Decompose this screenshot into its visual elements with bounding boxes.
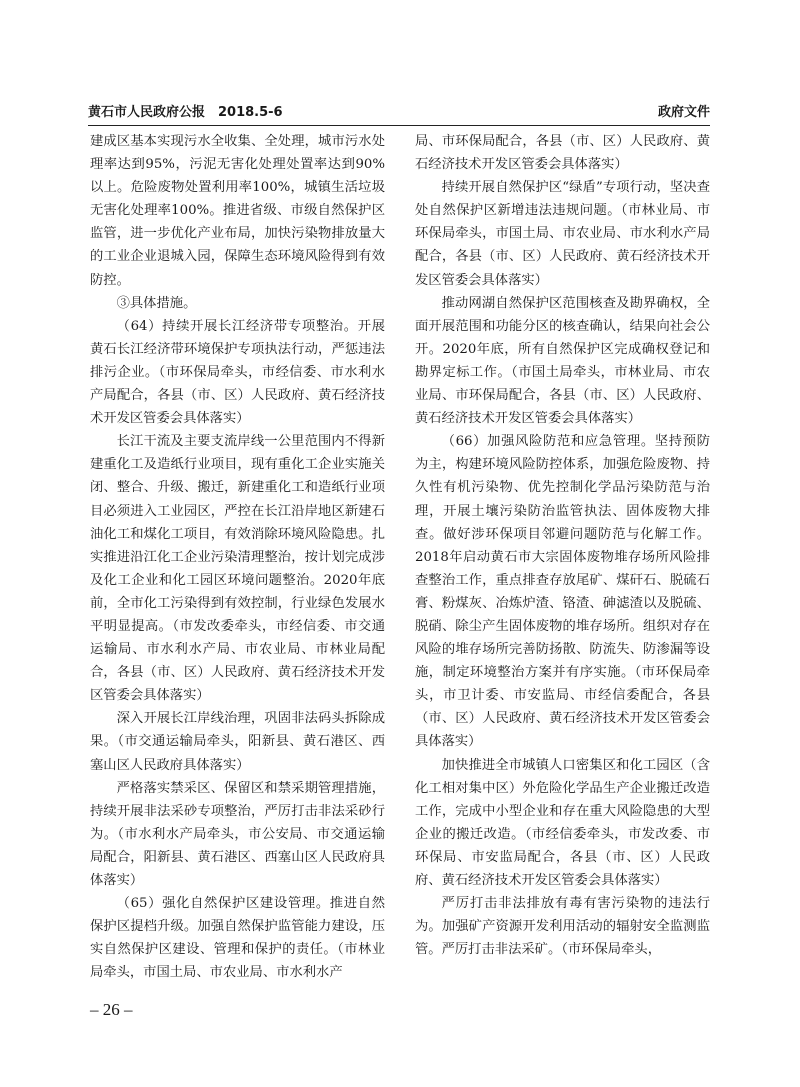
publication-title: 黄石市人民政府公报 2018.5-6 [88, 105, 283, 120]
right-column [415, 130, 710, 961]
paragraph: ③具体措施。 [116, 295, 197, 311]
left-column [90, 130, 385, 984]
paragraph: （65）强化自然保护区建设管理。推进自然保护区提档升级。加强自然保护监管能力建设，压实自然保护区建设、管理和保护的责任。（市林业局牵头，市国土局、市农业局、市水利水产 [90, 896, 385, 981]
paragraph: 严格落实禁采区、保留区和禁采期管理措施，持续开展非法采砂专项整治，严厉打击非法采砂行为。（市水利水产局牵头，市公安局、市交通运输局配合，阳新县、黄石港区、西塞山区人民政府具体落实） [90, 780, 385, 888]
header-divider [88, 125, 710, 126]
paragraph: 长江干流及主要支流岸线一公里范围内不得新建重化工及造纸行业项目，现有重化工企业实施关闭、整合、升级、搬迁，新建重化工和造纸行业项目必须进入工业园区，严控在长江沿岸地区新建石油化工和煤化工项目，有效消除环境风险隐患。扎实推进沿江化工企业污染清理整治，按计划完成涉及化工企业和化工园区环境问题整治。2020年底前，全市化工污染得到有效控制，行业绿色发展水平明显提高。（市发改委牵头，市经信委、市交通运输局、市水利水产局、市农业局、市林业局配合，各县（市、区）人民政府、黄石经济技术开发区管委会具体落实） [90, 434, 385, 704]
paragraph: 深入开展长江岸线治理，巩固非法码头拆除成果。（市交通运输局牵头，阳新县、黄石港区、西塞山区人民政府具体落实） [90, 711, 385, 773]
page-number: – 26 – [90, 1000, 133, 1019]
page-header [88, 100, 710, 124]
paragraph: 加快推进全市城镇人口密集区和化工园区（含化工相对集中区）外危险化学品生产企业搬迁改造工作，完成中小型企业和存在重大风险隐患的大型企业的搬迁改造。（市经信委牵头，市发改委、市环保局、市安监局配合，各县（市、区）人民政府、黄石经济技术开发区管委会具体落实） [415, 757, 710, 888]
paragraph: 严厉打击非法排放有毒有害污染物的违法行为。加强矿产资源开发利用活动的辐射安全监测监管。严厉打击非法采矿。（市环保局牵头， [415, 896, 710, 958]
paragraph: 建成区基本实现污水全收集、全处理，城市污水处理率达到95%，污泥无害化处理处置率达到90%以上。危险废物处置利用率100%，城镇生活垃圾无害化处理率100%。推进省级、市级自然保护区监管，进一步优化产业布局，加快污染物排放量大的工业企业退城入园，保障生态环境风险得到有效防控。 [90, 134, 385, 288]
paragraph: 局、市环保局配合，各县（市、区）人民政府、黄石经济技术开发区管委会具体落实） [415, 134, 710, 173]
paragraph: （66）加强风险防范和应急管理。坚持预防为主，构建环境风险防控体系，加强危险废物、持久性有机污染物、优先控制化学品污染防范与治理，开展土壤污染防治监管执法、固体废物大排查。做好涉环保项目邻避问题防范与化解工作。2018年启动黄石市大宗固体废物堆存场所风险排查整治工作，重点排查存放尾矿、煤矸石、脱硫石膏、粉煤灰、冶炼炉渣、铬渣、砷滤渣以及脱硫、脱硝、除尘产生固体废物的堆存场所。组织对存在风险的堆存场所完善防扬散、防流失、防渗漏等设施，制定环境整治方案并有序实施。（市环保局牵头，市卫计委、市安监局、市经信委配合，各县（市、区）人民政府、黄石经济技术开发区管委会具体落实） [415, 434, 710, 750]
section-title: 政府文件 [657, 105, 710, 120]
paragraph: 持续开展自然保护区“绿盾”专项行动，坚决查处自然保护区新增违法违规问题。（市林业局、市环保局牵头，市国土局、市农业局、市水利水产局配合，各县（市、区）人民政府、黄石经济技术开发区管委会具体落实） [415, 180, 710, 288]
paragraph: （64）持续开展长江经济带专项整治。开展黄石长江经济带环境保护专项执法行动，严惩违法排污企业。（市环保局牵头，市经信委、市水利水产局配合，各县（市、区）人民政府、黄石经济技术开发区管委会具体落实） [90, 318, 385, 427]
paragraph: 推动网湖自然保护区范围核查及勘界确权，全面开展范围和功能分区的核查确认，结果向社会公开。2020年底，所有自然保护区完成确权登记和勘界定标工作。（市国土局牵头，市林业局、市农业局、市环保局配合，各县（市、区）人民政府、黄石经济技术开发区管委会具体落实） [415, 295, 710, 427]
